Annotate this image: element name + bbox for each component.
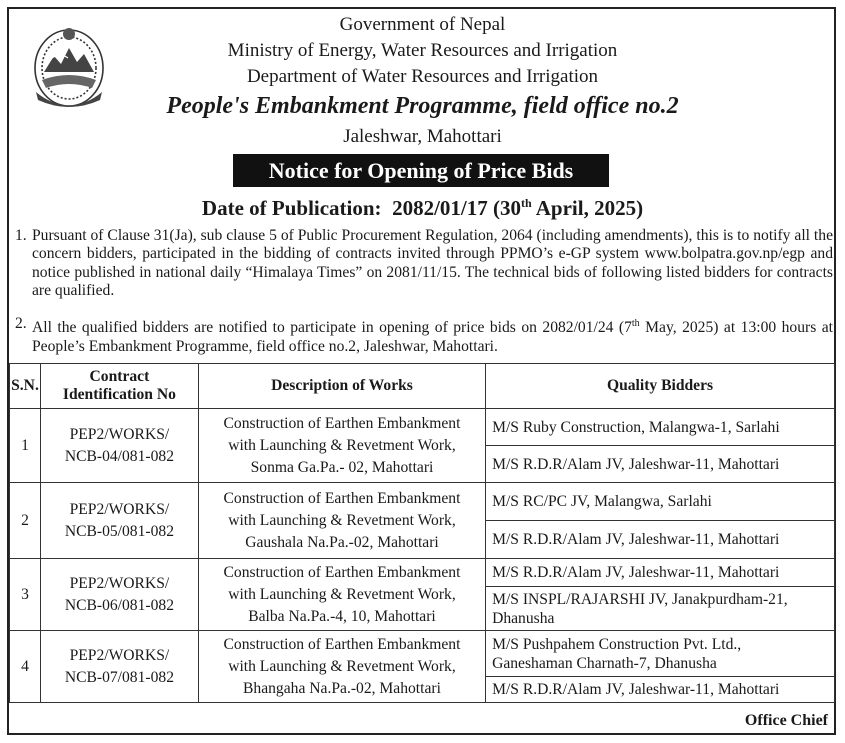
publication-date-label: Date of Publication: (201, 196, 382, 220)
row-description: Construction of Earthen Embankment with Launching & Revetment Work, Balba Na.Pa.-4, 10, Mahottari (198, 559, 485, 631)
row-contract-id: PEP2/WORKS/ NCB-06/081-082 (40, 559, 198, 631)
row-bidder: M/S R.D.R/Alam JV, Jaleshwar-11, Mahottari (486, 559, 835, 587)
row-description: Construction of Earthen Embankment with Launching & Revetment Work, Gaushala Na.Pa.-02, Mahottari (198, 483, 485, 559)
row-bidder: M/S R.D.R/Alam JV, Jaleshwar-11, Mahottari (486, 677, 835, 703)
row-sn: 4 (10, 631, 41, 703)
paragraph-2-number: 2. (15, 315, 27, 332)
paragraph-1-text: Pursuant of Clause 31(Ja), sub clause 5 of Public Procurement Regulation, 2064 (including amendments), this is to notify all the concern bidders, participated in the bidding of contracts invited through PPMO’s e-GP system www.bolpatra.gov.np/egp and notice published in national daily “Himalaya Times” on 2081/11/15. The technical bids of following listed bidders for contracts are qualified. (32, 227, 833, 300)
publication-date-nepali: 2082/01/17 (392, 196, 488, 220)
location-heading: Jaleshwar, Mahottari (343, 126, 502, 147)
ministry-heading: Ministry of Energy, Water Resources and Irrigation (227, 40, 618, 61)
table-header-row (10, 364, 835, 409)
signature-office-chief: Office Chief (744, 712, 828, 729)
row-bidder: M/S RC/PC JV, Malangwa, Sarlahi (486, 483, 835, 521)
notice-title: Notice for Opening of Price Bids (233, 154, 609, 187)
header-contract-id: Contract Identification No (40, 364, 198, 409)
paragraph-2 (15, 315, 833, 356)
publication-date-english: (30th April, 2025) (492, 196, 644, 220)
department-heading: Department of Water Resources and Irrigation (246, 66, 599, 87)
row-bidder: M/S INSPL/RAJARSHI JV, Janakpurdham-21, Dhanusha (486, 587, 835, 631)
table-row (10, 559, 835, 587)
table-row (10, 631, 835, 677)
government-heading: Government of Nepal (339, 14, 506, 35)
row-sn: 3 (10, 559, 41, 631)
paragraph-2-text: All the qualified bidders are notified to participate in opening of price bids on 2082/01/24 (7th May, 2025) at 13:00 hours at People’s Embankment Programme, field office no.2, Jaleshwar, Mahottari. (32, 318, 834, 355)
row-bidder: M/S Pushpahem Construction Pvt. Ltd., Ganeshaman Charnath-7, Dhanusha (486, 631, 835, 677)
paragraph-1-number: 1. (15, 227, 27, 244)
row-sn: 2 (10, 483, 41, 559)
paragraph-1 (15, 227, 833, 301)
row-contract-id: PEP2/WORKS/ NCB-07/081-082 (40, 631, 198, 703)
row-contract-id: PEP2/WORKS/ NCB-05/081-082 (40, 483, 198, 559)
header-description: Description of Works (198, 364, 485, 409)
bidders-table (9, 363, 835, 703)
header-bidders: Quality Bidders (486, 364, 835, 409)
row-description: Construction of Earthen Embankment with Launching & Revetment Work, Bhangaha Na.Pa.-02, Mahottari (198, 631, 485, 703)
row-bidder: M/S R.D.R/Alam JV, Jaleshwar-11, Mahottari (486, 521, 835, 559)
row-bidder: M/S R.D.R/Alam JV, Jaleshwar-11, Mahottari (486, 446, 835, 483)
header-sn: S.N. (10, 364, 41, 409)
office-heading: People's Embankment Programme, field office no.2 (166, 93, 679, 119)
publication-date (0, 196, 845, 221)
row-contract-id: PEP2/WORKS/ NCB-04/081-082 (40, 409, 198, 483)
row-description: Construction of Earthen Embankment with Launching & Revetment Work, Sonma Ga.Pa.- 02, Mahottari (198, 409, 485, 483)
table-row (10, 409, 835, 446)
row-bidder: M/S Ruby Construction, Malangwa-1, Sarlahi (486, 409, 835, 446)
row-sn: 1 (10, 409, 41, 483)
table-row (10, 483, 835, 521)
